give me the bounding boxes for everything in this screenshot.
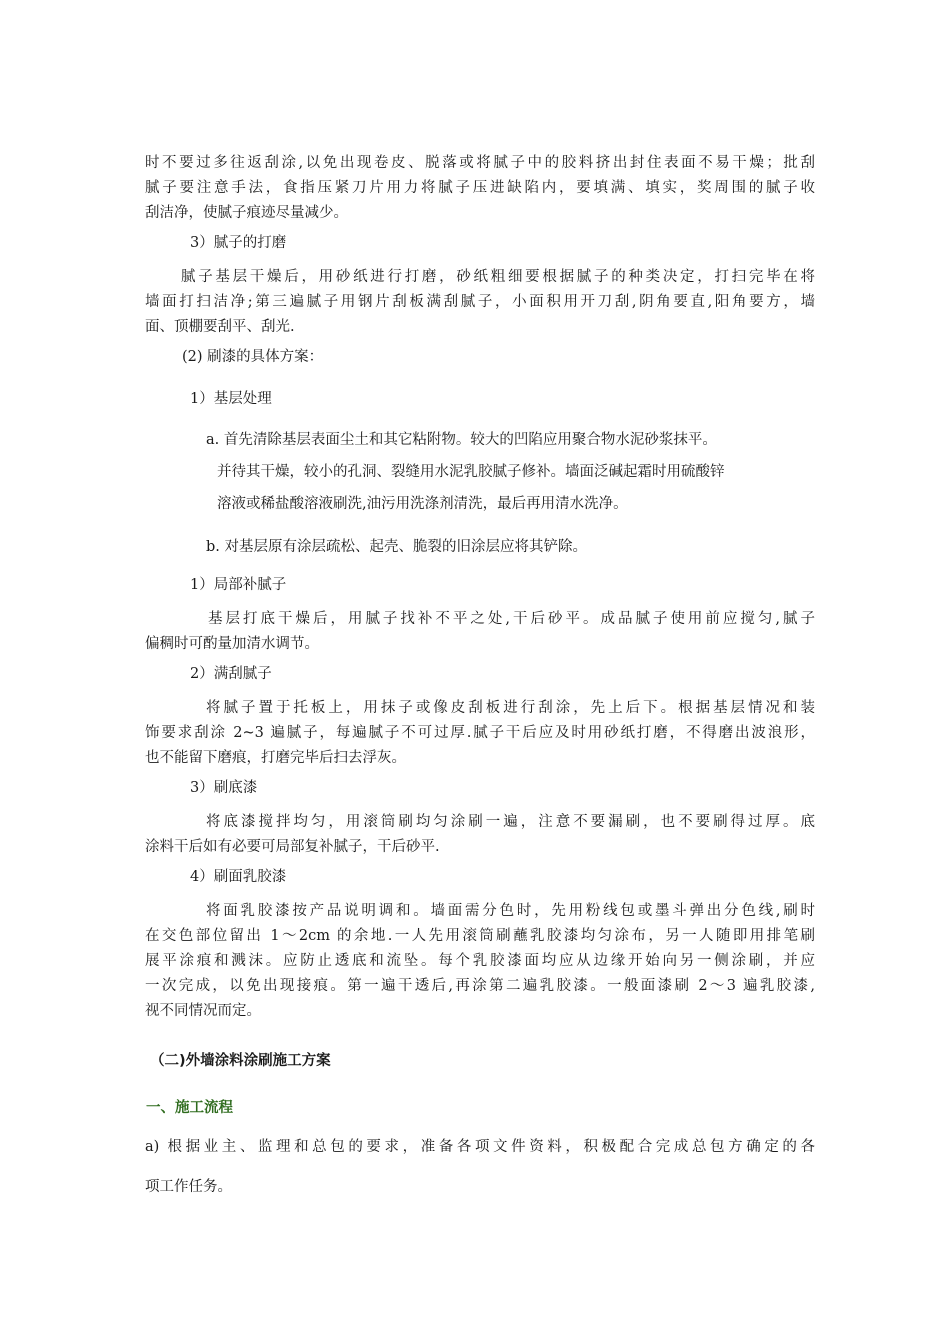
paragraph-line: 时不要过多往返刮涂,以免出现卷皮、脱落或将腻子中的胶料挤出封住表面不易干燥；批刮	[145, 155, 815, 171]
paragraph-line: 在交色部位留出 1～2cm 的余地.一人先用滚筒刷蘸乳胶漆均匀涂布，另一人随即用排笔刷	[145, 928, 815, 944]
section-title: （二)外墙涂料涂刷施工方案	[150, 1053, 331, 1069]
list-item-line: 溶液或稀盐酸溶液刷洗,油污用洗涤剂清洗，最后再用清水洗净。	[217, 496, 628, 512]
paragraph-line: 展平涂痕和溅沫。应防止透底和流坠。每个乳胶漆面均应从边缘开始向另一侧涂刷，并应	[145, 953, 815, 969]
list-item-line: b. 对基层原有涂层疏松、起壳、脆裂的旧涂层应将其铲除。	[206, 539, 587, 555]
paragraph-line: 视不同情况而定。	[145, 1003, 261, 1019]
paragraph-line: 将腻子置于托板上，用抹子或像皮刮板进行刮涂，先上后下。根据基层情况和装	[206, 700, 815, 716]
paragraph-line: 面、顶棚要刮平、刮光.	[145, 319, 295, 335]
section-heading: 2）满刮腻子	[190, 666, 272, 682]
paragraph-line: 刮洁净，使腻子痕迹尽量减少。	[145, 205, 348, 221]
list-item-line: a) 根据业主、监理和总包的要求，准备各项文件资料，积极配合完成总包方确定的各	[145, 1139, 815, 1155]
paragraph-line: 腻子基层干燥后，用砂纸进行打磨，砂纸粗细要根据腻子的种类决定，打扫完毕在将	[181, 269, 815, 285]
paragraph-line: 墙面打扫洁净;第三遍腻子用钢片刮板满刮腻子，小面积用开刀刮,阴角要直,阳角要方，墙	[145, 294, 815, 310]
paragraph-line: 也不能留下磨痕，打磨完毕后扫去浮灰。	[145, 750, 406, 766]
subsection-title: 一、施工流程	[146, 1100, 233, 1116]
section-heading: 4）刷面乳胶漆	[190, 869, 287, 885]
paragraph-line: 将面乳胶漆按产品说明调和。墙面需分色时，先用粉线包或墨斗弹出分色线,刷时	[206, 903, 815, 919]
paragraph-line: 饰要求刮涂 2~3 遍腻子，每遍腻子不可过厚.腻子干后应及时用砂纸打磨，不得磨出波浪形，	[145, 725, 815, 741]
paragraph-line: 将底漆搅拌均匀，用滚筒刷均匀涂刷一遍，注意不要漏刷，也不要刷得过厚。底	[206, 814, 815, 830]
paragraph-line: 涂料干后如有必要可局部复补腻子，干后砂平.	[145, 839, 440, 855]
section-heading: 1）基层处理	[190, 391, 272, 407]
section-heading: (2) 刷漆的具体方案：	[182, 349, 324, 365]
section-heading: 3）刷底漆	[190, 780, 258, 796]
paragraph-line: 基层打底干燥后，用腻子找补不平之处,干后砂平。成品腻子使用前应搅匀,腻子	[208, 611, 815, 627]
section-heading: 1）局部补腻子	[190, 577, 287, 593]
section-heading: 3）腻子的打磨	[190, 235, 287, 251]
paragraph-line: 偏稠时可酌量加清水调节。	[145, 636, 319, 652]
list-item-line: 并待其干燥，较小的孔洞、裂缝用水泥乳胶腻子修补。墙面泛碱起霜时用硫酸锌	[217, 464, 725, 480]
paragraph-line: 一次完成，以免出现接痕。第一遍干透后,再涂第二遍乳胶漆。一般面漆刷 2～3 遍乳胶漆,	[145, 978, 815, 994]
list-item-line: a. 首先清除基层表面尘土和其它粘附物。较大的凹陷应用聚合物水泥砂浆抹平。	[206, 432, 717, 448]
list-item-line: 项工作任务。	[145, 1179, 232, 1195]
paragraph-line: 腻子要注意手法，食指压紧刀片用力将腻子压进缺陷内，要填满、填实，奖周围的腻子收	[145, 180, 815, 196]
